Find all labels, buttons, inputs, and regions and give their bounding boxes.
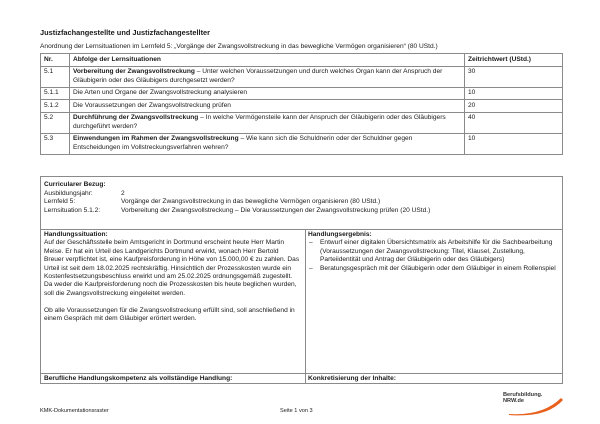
cell-abfolge [70,100,465,113]
result-item-text: Entwurf einer digitalen Übersichtsmatrix als Arbeitshilfe für die Sachbearbeitung (Voraussetzungen der Zwangsvollstreckung: Titel, Klausel, Zustellung, Parteiidentität und Antrag der Gläubigerin oder des Gläubigers) [320,239,553,264]
table-row [41,112,563,133]
table-row [41,66,563,87]
cell-nr: 5.1.1 [41,87,70,100]
dash-bullet-icon: – [309,264,313,272]
result-item [308,239,560,264]
cell-zeit: 10 [465,133,563,154]
cell-abfolge-text: Die Arten und Organe der Zwangsvollstreckung analysieren [73,89,248,97]
berufsbildung-nrw-logo [503,392,575,416]
curricular-row [44,190,559,199]
curricular-section [44,181,559,215]
cell-abfolge [70,87,465,100]
handlungssituation-section [44,231,300,323]
cell-abfolge-bold: Einwendungen im Rahmen der Zwangsvollstreckung [73,135,239,143]
cell-zeit: 10 [465,87,563,100]
handlungsergebnis-section [308,231,560,273]
lernsituationen-table [40,53,563,155]
cell-zeit: 20 [465,100,563,113]
dash-bullet-icon: – [309,239,313,247]
divider [41,373,562,374]
curricular-value: Vorgänge der Zwangsvollstreckung in das bewegliche Vermögen organisieren (80 UStd.) [121,198,381,206]
logo-text [503,392,542,405]
cell-abfolge-text: Die Voraussetzungen der Zwangsvollstreckung prüfen [73,101,231,109]
curricular-row [44,207,559,216]
curricular-key: Ausbildungsjahr: [44,189,93,197]
situation-heading: Handlungssituation: [44,231,108,238]
divider [41,229,562,230]
result-heading: Handlungsergebnis: [308,231,372,238]
cell-nr: 5.1.2 [41,100,70,113]
cell-abfolge-text: – Wie kann sich die Schuldnerin oder der Schuldner gegen Entscheidungen im Vollstreckungsverfahren wehren? [73,135,413,151]
cell-abfolge [70,133,465,154]
document-title: Justizfachangestellte und Justizfachangestellter [40,28,211,37]
cell-nr: 5.3 [41,133,70,154]
lernsituation-detail-box [40,176,563,384]
table-header-row [41,54,563,67]
cell-abfolge-text: – In welche Vermögensteile kann der Anspruch der Gläubigerin oder des Gläubigers durchgeführt werden? [73,114,446,130]
page-number: Seite 1 von 3 [280,408,313,414]
cell-abfolge [70,66,465,87]
cell-abfolge-text: – Unter welchen Voraussetzungen und durch welches Organ kann der Anspruch der Gläubigerin oder des Gläubigers durchgesetzt werden? [73,68,443,84]
cell-zeit: 40 [465,112,563,133]
cell-abfolge-bold: Durchführung der Zwangsvollstreckung [73,114,199,122]
table-row [41,100,563,113]
table-row [41,133,563,154]
cell-abfolge [70,112,465,133]
logo-text-line-1: Berufsbildung. [503,392,543,398]
situation-paragraph: Ob alle Voraussetzungen für die Zwangsvollstreckung erfüllt sind, soll anschließend in einem Gespräch mit dem Gläubiger erörtert werden. [44,306,295,323]
curricular-key: Lernfeld 5: [44,198,76,206]
curricular-value: 2 [121,189,125,197]
curricular-key: Lernsituation 5.1.2: [44,206,101,214]
konkretisierung-heading: Konkretisierung der Inhalte: [308,375,396,382]
cell-zeit: 30 [465,66,563,87]
result-item [308,265,560,273]
table-caption: Anordnung der Lernsituationen im Lernfeld 5: „Vorgänge der Zwangsvollstreckung in das bewegliche Vermögen organisieren“ (80 UStd.) [40,43,438,50]
situation-paragraph: Auf der Geschäftsstelle beim Amtsgericht in Dortmund erscheint heute Herr Martin Meise. Er hat ein Urteil des Landgerichts Dortmund erwirkt, wonach Herr Bertold Breuer verpflichtet ist, eine Kaufpreisforderung in Höhe von 15.000,00 € zu zahlen. Das Urteil ist seit dem 18.02.2025 rechtskräftig. Hinsichtlich der Prozesskosten wurde ein Kostenfestsetzungsbeschluss erwirkt und am 25.02.2025 ordnungsgemäß zugestellt. Da weder die Kaufpreisforderung noch die Prozesskosten bis heute beglichen wurden, soll die Zwangsvollstreckung eingeleitet werden. [44,239,300,297]
curricular-heading: Curricularer Bezug: [44,181,106,188]
cell-nr: 5.2 [41,112,70,133]
header-abfolge: Abfolge der Lernsituationen [70,54,465,67]
cell-abfolge-bold: Vorbereitung der Zwangsvollstreckung [73,68,195,76]
handlungskompetenz-heading: Berufliche Handlungskompetenz als vollständige Handlung: [44,375,233,382]
column-divider [305,229,306,383]
header-nr: Nr. [41,54,70,67]
cell-nr: 5.1 [41,66,70,87]
header-zeitrichtwert: Zeitrichtwert (UStd.) [465,54,563,67]
page-footer-label: KMK-Dokumentationsraster [40,408,109,414]
result-item-text: Beratungsgespräch mit der Gläubigerin oder dem Gläubiger in einem Rollenspiel [320,264,556,272]
table-row [41,87,563,100]
curricular-value: Vorbereitung der Zwangsvollstreckung – Die Voraussetzungen der Zwangsvollstreckung prüfen (20 UStd.) [121,206,431,214]
result-list [308,239,560,273]
logo-text-line-2: NRW.de [503,398,525,405]
curricular-row [44,198,559,207]
